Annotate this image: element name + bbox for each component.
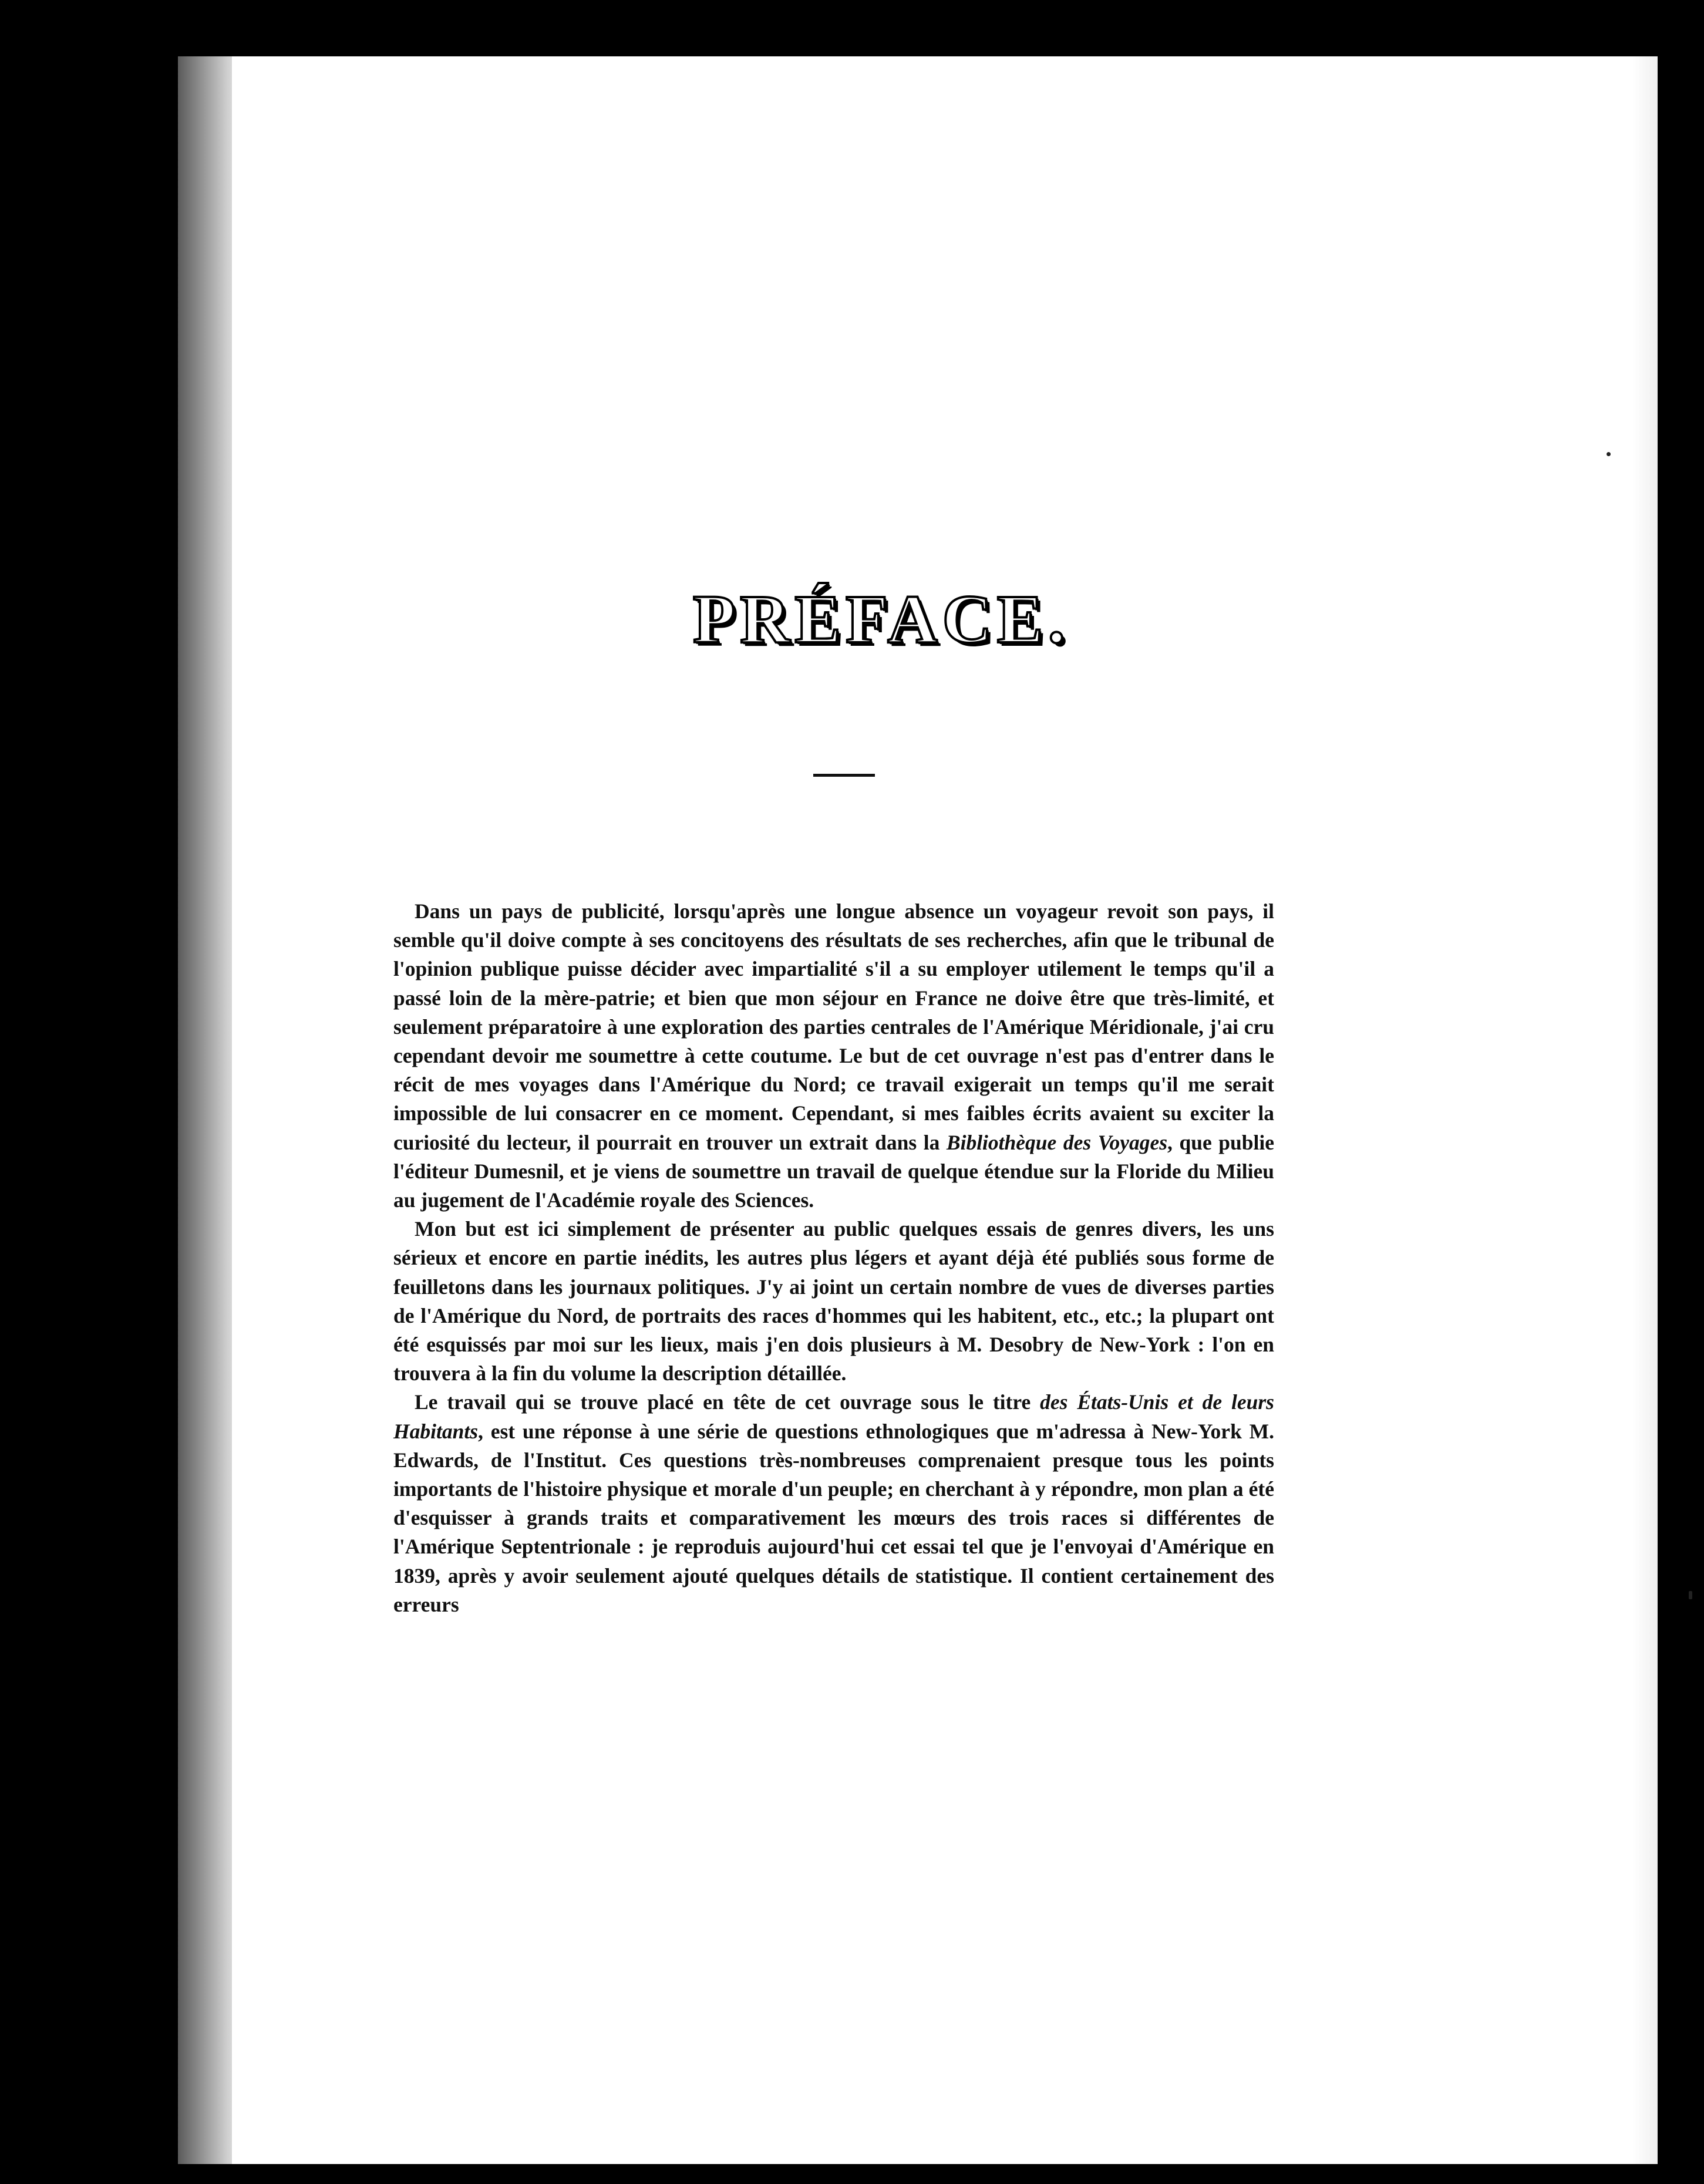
title-rule: [813, 774, 875, 777]
page-title: PRÉFACE.: [693, 581, 1070, 658]
italic-title-text: des États-Unis et de leurs Habitants: [393, 1390, 1274, 1443]
paragraph-text: Dans un pays de publicité, lorsqu'après une longue absence un voyageur revoit son pays, il semble qu'il doive compte à ses concitoyens des résultats de ses recherches, afin que le tribunal de l'opinion publique puisse décider avec impartialité s'il a su employer utilement le temps qu'il a passé loin de la mère-patrie; et bien que mon séjour en France ne doive être que très-limité, et seulement préparatoire à une exploration des parties centrales de l'Amérique Méridionale, j'ai cru cependant devoir me soumettre à cette coutume. Le but de cet ouvrage n'est pas d'entrer dans le récit de mes voyages dans l'Amérique du Nord; ce travail exigerait un temps qu'il me serait impossible de lui consacrer en ce moment. Cependant, si mes faibles écrits avaient su exciter la curiosité du lecteur, il pourrait en trouver un extrait dans la: [393, 899, 1274, 1154]
italic-title-text: Bibliothèque des Voyages: [946, 1130, 1168, 1154]
paragraph-text: , est une réponse à une série de questions ethnologiques que m'adressa à New-York M. Edwards, de l'Institut. Ces questions très-nombreuses comprenaient presque tous les points importants de l'histoire physique et morale d'un peuple; en cherchant à y répondre, mon plan a été d'esquisser à grands traits et comparativement les mœurs des trois races si différentes de l'Amérique Septentrionale : je reproduis aujourd'hui cet essai tel que je l'envoyai d'Amérique en 1839, après y avoir seulement ajouté quelques détails de statistique. Il contient certainement des erreurs: [393, 1419, 1274, 1616]
ink-speck: [1607, 452, 1611, 456]
ink-speck: [1689, 1591, 1692, 1599]
paragraph: [393, 1388, 1274, 1619]
paragraph-text: Mon but est ici simplement de présenter au public quelques essais de genres divers, les uns sérieux et encore en partie inédits, les autres plus légers et ayant déjà été publiés sous forme de feuilletons dans les journaux politiques. J'y ai joint un certain nombre de vues de diverses parties de l'Amérique du Nord, de portraits des races d'hommes qui les habitent, etc., etc.; la plupart ont été esquissés par moi sur les lieux, mais j'en dois plusieurs à M. Desobry de New-York : l'on en trouvera à la fin du volume la description détaillée.: [393, 1217, 1274, 1386]
paragraph: [393, 1215, 1274, 1388]
paragraph: [393, 897, 1274, 1215]
page-edge: [1632, 56, 1658, 2164]
paragraph-text: Le travail qui se trouve placé en tête de cet ouvrage sous le titre: [415, 1390, 1040, 1414]
preface-body: [393, 897, 1274, 1619]
paragraph-text: , que publie l'éditeur Dumesnil, et je viens de soumettre un travail de quelque étendue sur la Floride du Milieu au jugement de l'Académie royale des Sciences.: [393, 1130, 1274, 1212]
